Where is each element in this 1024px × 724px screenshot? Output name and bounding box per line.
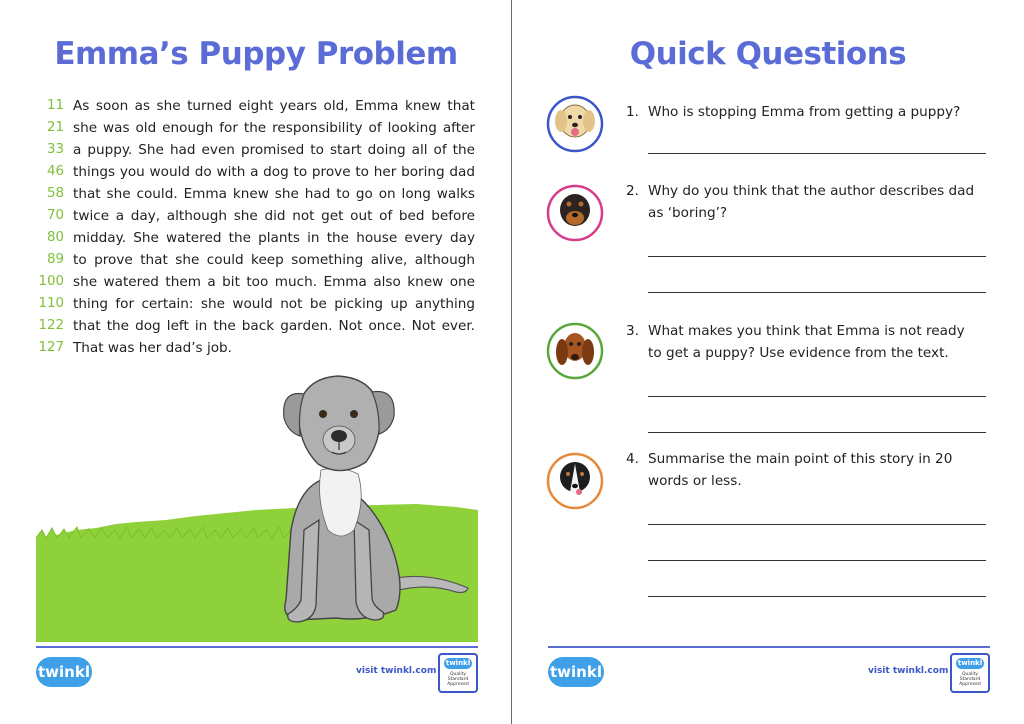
word-count: 80 (46, 230, 64, 245)
answer-line[interactable] (648, 292, 986, 293)
answer-line[interactable] (648, 256, 986, 257)
question-line: Why do you think that the author describes dad (648, 183, 975, 199)
story-text (30, 95, 475, 359)
line-text: That was her dad’s job. (73, 340, 232, 356)
word-count: 127 (38, 340, 64, 355)
line-text: things you would do with a dog to prove to her boring dad (73, 164, 475, 180)
dog-avatar-icon (546, 184, 604, 242)
dog-avatar-icon (546, 95, 604, 153)
question-number: 1. (626, 104, 639, 120)
badge-text: Quality Standard Approved (447, 672, 469, 687)
story-line (30, 271, 475, 293)
question-line: as ‘boring’? (648, 205, 728, 221)
line-text: she watered them a bit too much. Emma also knew one (73, 274, 475, 290)
grass (36, 504, 478, 642)
badge-logo: twinkl (445, 659, 471, 667)
question-line: Summarise the main point of this story in 20 (648, 451, 953, 467)
word-count: 110 (38, 296, 64, 311)
answer-line[interactable] (648, 560, 986, 561)
twinkl-logo[interactable]: twinkl (548, 657, 604, 687)
story-line (30, 249, 475, 271)
question-2 (542, 180, 992, 310)
word-count: 100 (38, 274, 64, 289)
badge-text: Quality Standard Approved (959, 672, 981, 687)
story-line (30, 183, 475, 205)
line-text: a puppy. She had even promised to start doing all of the (73, 142, 475, 158)
question-line: to get a puppy? Use evidence from the text. (648, 345, 949, 361)
footer-divider (548, 646, 990, 648)
dog-avatar-icon (546, 452, 604, 510)
line-text: twice a day, although she did not get out of bed before (73, 208, 475, 224)
word-count: 33 (46, 142, 64, 157)
question-number: 3. (626, 323, 639, 339)
story-line (30, 139, 475, 161)
answer-line[interactable] (648, 524, 986, 525)
word-count: 58 (46, 186, 64, 201)
question-3 (542, 320, 992, 450)
story-line (30, 161, 475, 183)
twinkl-logo[interactable]: twinkl (36, 657, 92, 687)
word-count: 46 (46, 164, 64, 179)
question-1 (542, 95, 992, 175)
puppy-nose (331, 430, 347, 442)
story-line (30, 227, 475, 249)
line-text: As soon as she turned eight years old, Emma knew that (73, 98, 475, 114)
visit-link[interactable]: visit twinkl.com (356, 666, 437, 676)
line-text: midday. She watered the plants in the house every day (73, 230, 475, 246)
question-text (626, 448, 996, 492)
quality-badge (438, 653, 478, 693)
answer-line[interactable] (648, 432, 986, 433)
word-count: 122 (38, 318, 64, 333)
story-line (30, 95, 475, 117)
answer-line[interactable] (648, 153, 986, 154)
story-line (30, 117, 475, 139)
story-title: Emma’s Puppy Problem (54, 36, 458, 72)
question-line: Who is stopping Emma from getting a puppy? (648, 104, 961, 120)
quality-badge (950, 653, 990, 693)
story-line (30, 205, 475, 227)
line-text: she was old enough for the responsibility of looking after (73, 120, 475, 136)
footer-divider (36, 646, 478, 648)
question-text (626, 180, 996, 224)
story-line (30, 315, 475, 337)
dog-avatar-icon (546, 322, 604, 380)
story-line (30, 337, 475, 359)
line-text: to prove that she could keep something alive, although (73, 252, 475, 268)
answer-line[interactable] (648, 396, 986, 397)
story-line (30, 293, 475, 315)
question-line: What makes you think that Emma is not ready (648, 323, 965, 339)
question-line: words or less. (648, 473, 742, 489)
question-text (626, 101, 996, 123)
line-text: that the dog left in the back garden. Not once. Not ever. (73, 318, 475, 334)
word-count: 89 (46, 252, 64, 267)
question-text (626, 320, 996, 364)
line-text: thing for certain: she would not be picking up anything (73, 296, 475, 312)
question-number: 2. (626, 183, 639, 199)
word-count: 11 (46, 98, 64, 113)
puppy-head (298, 376, 380, 471)
right-page (512, 0, 1024, 724)
word-count: 21 (46, 120, 64, 135)
line-text: that she could. Emma knew she had to go on long walks (73, 186, 475, 202)
badge-logo: twinkl (957, 659, 983, 667)
visit-link[interactable]: visit twinkl.com (868, 666, 949, 676)
questions-title: Quick Questions (629, 36, 907, 72)
answer-line[interactable] (648, 596, 986, 597)
question-number: 4. (626, 451, 639, 467)
word-count: 70 (46, 208, 64, 223)
puppy-illustration (36, 370, 478, 642)
question-4 (542, 448, 992, 608)
